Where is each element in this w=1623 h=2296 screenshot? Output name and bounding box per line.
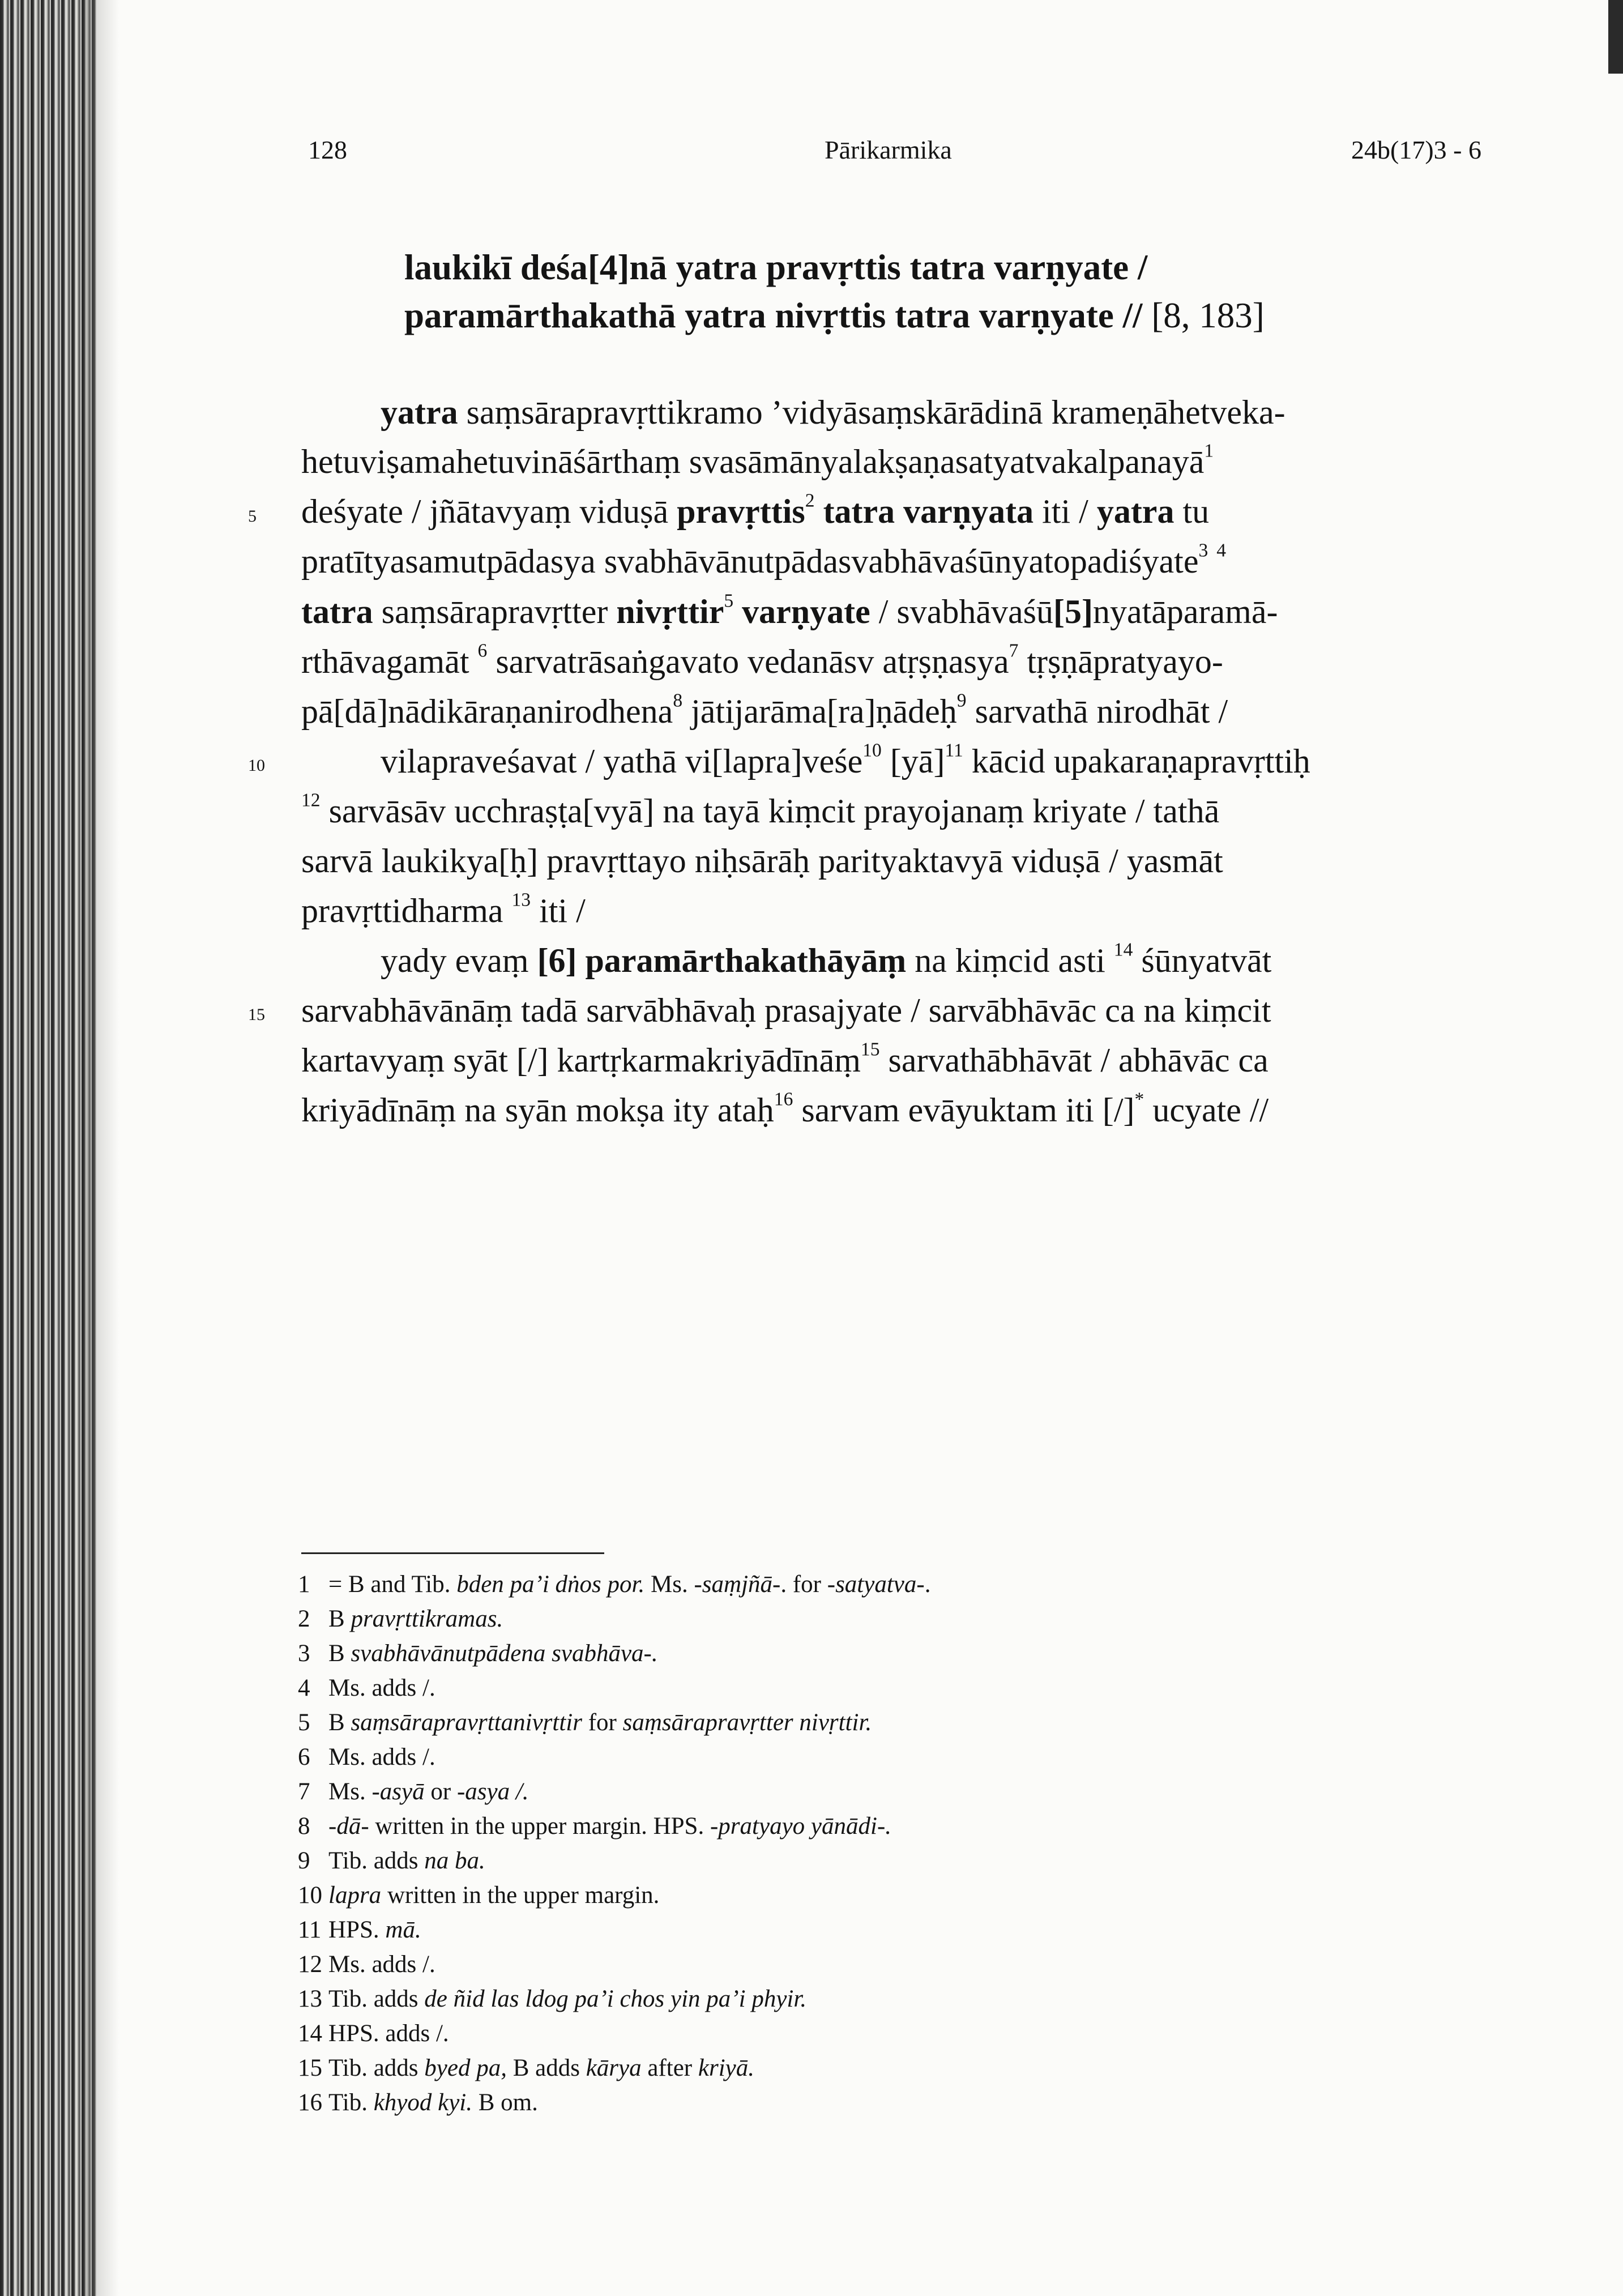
footnote-number: 8 — [298, 1813, 310, 1840]
footnote-number: 10 — [298, 1882, 322, 1909]
footnote-marker: 6 — [477, 640, 488, 662]
footnote-marker: 15 — [860, 1039, 880, 1060]
footnote-marker: 8 — [673, 690, 683, 711]
footnote-3: 3 B svabhāvānutpādena svabhāva-. — [298, 1640, 658, 1667]
footnote-marker: 9 — [956, 690, 967, 711]
page-corner-edge — [1608, 0, 1623, 74]
footnote-10: 10 lapra written in the upper margin. — [298, 1882, 660, 1909]
footnote-14: 14 HPS. adds /. — [298, 2020, 449, 2047]
running-title: Pārikarmika — [825, 135, 952, 164]
folio-reference: 24b(17)3 - 6 — [1351, 135, 1481, 164]
text-line: pā[dā]nādikāraṇanirodhena$^8$ jātijarāma[ra]ṇādeḥ$^9$ sarvathā nirodhāt / — [301, 690, 1228, 730]
footnote-marker: 16 — [774, 1089, 793, 1110]
footnote-number: 4 — [298, 1675, 310, 1701]
footnote-number: 11 — [298, 1917, 322, 1943]
text-line: rthāvagamāt $^6$ sarvatrāsaṅgavato vedanāsv atṛṣṇasya$^7$ tṛṣṇāpratyayo- — [301, 640, 1223, 680]
text-line: sarvā laukikya[ḥ] pravṛttayo niḥsārāḥ parityaktavyā viduṣā / yasmāt — [301, 842, 1223, 880]
footnote-number: 15 — [298, 2055, 322, 2081]
verse-line: paramārthakathā yatra nivṛttis tatra varṇyate // [8, 183] — [404, 296, 1265, 335]
footnote-9: 9 Tib. adds na ba. — [298, 1847, 485, 1874]
footnote-marker: 12 — [301, 789, 321, 811]
footnote-number: 9 — [298, 1847, 310, 1874]
footnote-5: 5 B saṃsārapravṛttanivṛttir for saṃsārapravṛtter nivṛttir. — [298, 1709, 872, 1736]
footnote-marker: 2 — [805, 490, 815, 511]
line-number: 10 — [248, 756, 265, 775]
footnote-number: 12 — [298, 1951, 322, 1978]
footnote-13: 13 Tib. adds de ñid las ldog pa’i chos yin pa’i phyir. — [298, 1986, 807, 2012]
footnote-marker: 4 — [1216, 540, 1227, 561]
footnote-number: 2 — [298, 1606, 310, 1632]
footnote-1: 1 = B and Tib. bden pa’i dṅos por. Ms. -saṃjñā-. for -satyatva-. — [298, 1571, 931, 1598]
text-line: vilapraveśavat / yathā vi[lapra]veśe$^{10}$ [yā]$^{11}$ kācid upakaraṇapravṛttiḥ — [381, 740, 1310, 780]
gutter-shading — [85, 0, 119, 2296]
footnote-marker: * — [1134, 1089, 1144, 1110]
footnote-12: 12 Ms. adds /. — [298, 1951, 435, 1978]
line-number: 15 — [248, 1005, 265, 1024]
line-number: 5 — [248, 507, 257, 526]
footnote-16: 16 Tib. khyod kyi. B om. — [298, 2089, 538, 2116]
footnote-number: 7 — [298, 1778, 310, 1805]
text-line: kartavyaṃ syāt [/] kartṛkarmakriyādīnāṃ$^{15}$ sarvathābhāvāt / abhāvāc ca — [301, 1039, 1268, 1079]
text-line: yatra saṃsārapravṛttikramo ’vidyāsaṃskārādinā krameṇāhetveka- — [381, 394, 1285, 431]
footnote-marker: 13 — [511, 889, 531, 911]
text-line: hetuviṣamahetuvināśārthaṃ svasāmānyalakṣaṇasatyatvakalpanayā$^1$ — [301, 440, 1214, 480]
footnote-rule — [301, 1552, 604, 1554]
footnote-number: 14 — [298, 2020, 322, 2047]
footnote-15: 15 Tib. adds byed pa, B adds kārya after kriyā. — [298, 2055, 754, 2081]
text-line: pratītyasamutpādasya svabhāvānutpādasvabhāvaśūnyatopadiśyate$^3$ $^4$ — [301, 540, 1227, 580]
footnote-2: 2 B pravṛttikramas. — [298, 1606, 503, 1632]
footnote-number: 1 — [298, 1571, 310, 1598]
text-line: tatra saṃsārapravṛtter nivṛttir$^5$ varṇyate / svabhāvaśū[5]nyatāparamā- — [301, 590, 1278, 630]
footnote-marker: 11 — [945, 740, 963, 761]
footnote-marker: 1 — [1204, 440, 1214, 462]
footnote-marker: 7 — [1009, 640, 1019, 662]
footnote-7: 7 Ms. -asyā or -asya /. — [298, 1778, 529, 1805]
book-spine-shadow — [0, 0, 96, 2296]
footnote-number: 13 — [298, 1986, 322, 2012]
text-line: pravṛttidharma $^{13}$ iti / — [301, 889, 586, 929]
footnote-11: 11 HPS. mā. — [298, 1917, 421, 1943]
page-number: 128 — [308, 135, 347, 164]
footnote-marker: 5 — [724, 590, 734, 612]
text-line: $^{12}$ sarvāsāv ucchraṣṭa[vyā] na tayā kiṃcit prayojanaṃ kriyate / tathā — [301, 789, 1220, 830]
footnote-number: 5 — [298, 1709, 310, 1736]
verse-line: laukikī deśa[4]nā yatra pravṛttis tatra varṇyate / — [404, 247, 1148, 287]
footnote-8: 8 -dā- written in the upper margin. HPS. -pratyayo yānādi-. — [298, 1813, 892, 1840]
footnote-number: 3 — [298, 1640, 310, 1667]
footnote-number: 6 — [298, 1744, 310, 1770]
text-line: kriyādīnāṃ na syān mokṣa ity ataḥ$^{16}$ sarvam evāyuktam iti [/]* ucyate // — [301, 1089, 1269, 1129]
footnote-marker: 14 — [1113, 939, 1133, 961]
footnote-marker: 3 — [1198, 540, 1208, 561]
footnote-marker: 10 — [862, 740, 882, 761]
text-line: sarvabhāvānāṃ tadā sarvābhāvaḥ prasajyate / sarvābhāvāc ca na kiṃcit — [301, 992, 1271, 1029]
footnote-4: 4 Ms. adds /. — [298, 1675, 435, 1701]
footnote-number: 16 — [298, 2089, 322, 2116]
text-line: yady evaṃ [6] paramārthakathāyāṃ na kiṃcid asti $^{14}$ śūnyatvāt — [381, 939, 1272, 979]
text-line: deśyate / jñātavyaṃ viduṣā pravṛttis$^2$ tatra varṇyata iti / yatra tu — [301, 490, 1210, 530]
footnote-6: 6 Ms. adds /. — [298, 1744, 435, 1770]
